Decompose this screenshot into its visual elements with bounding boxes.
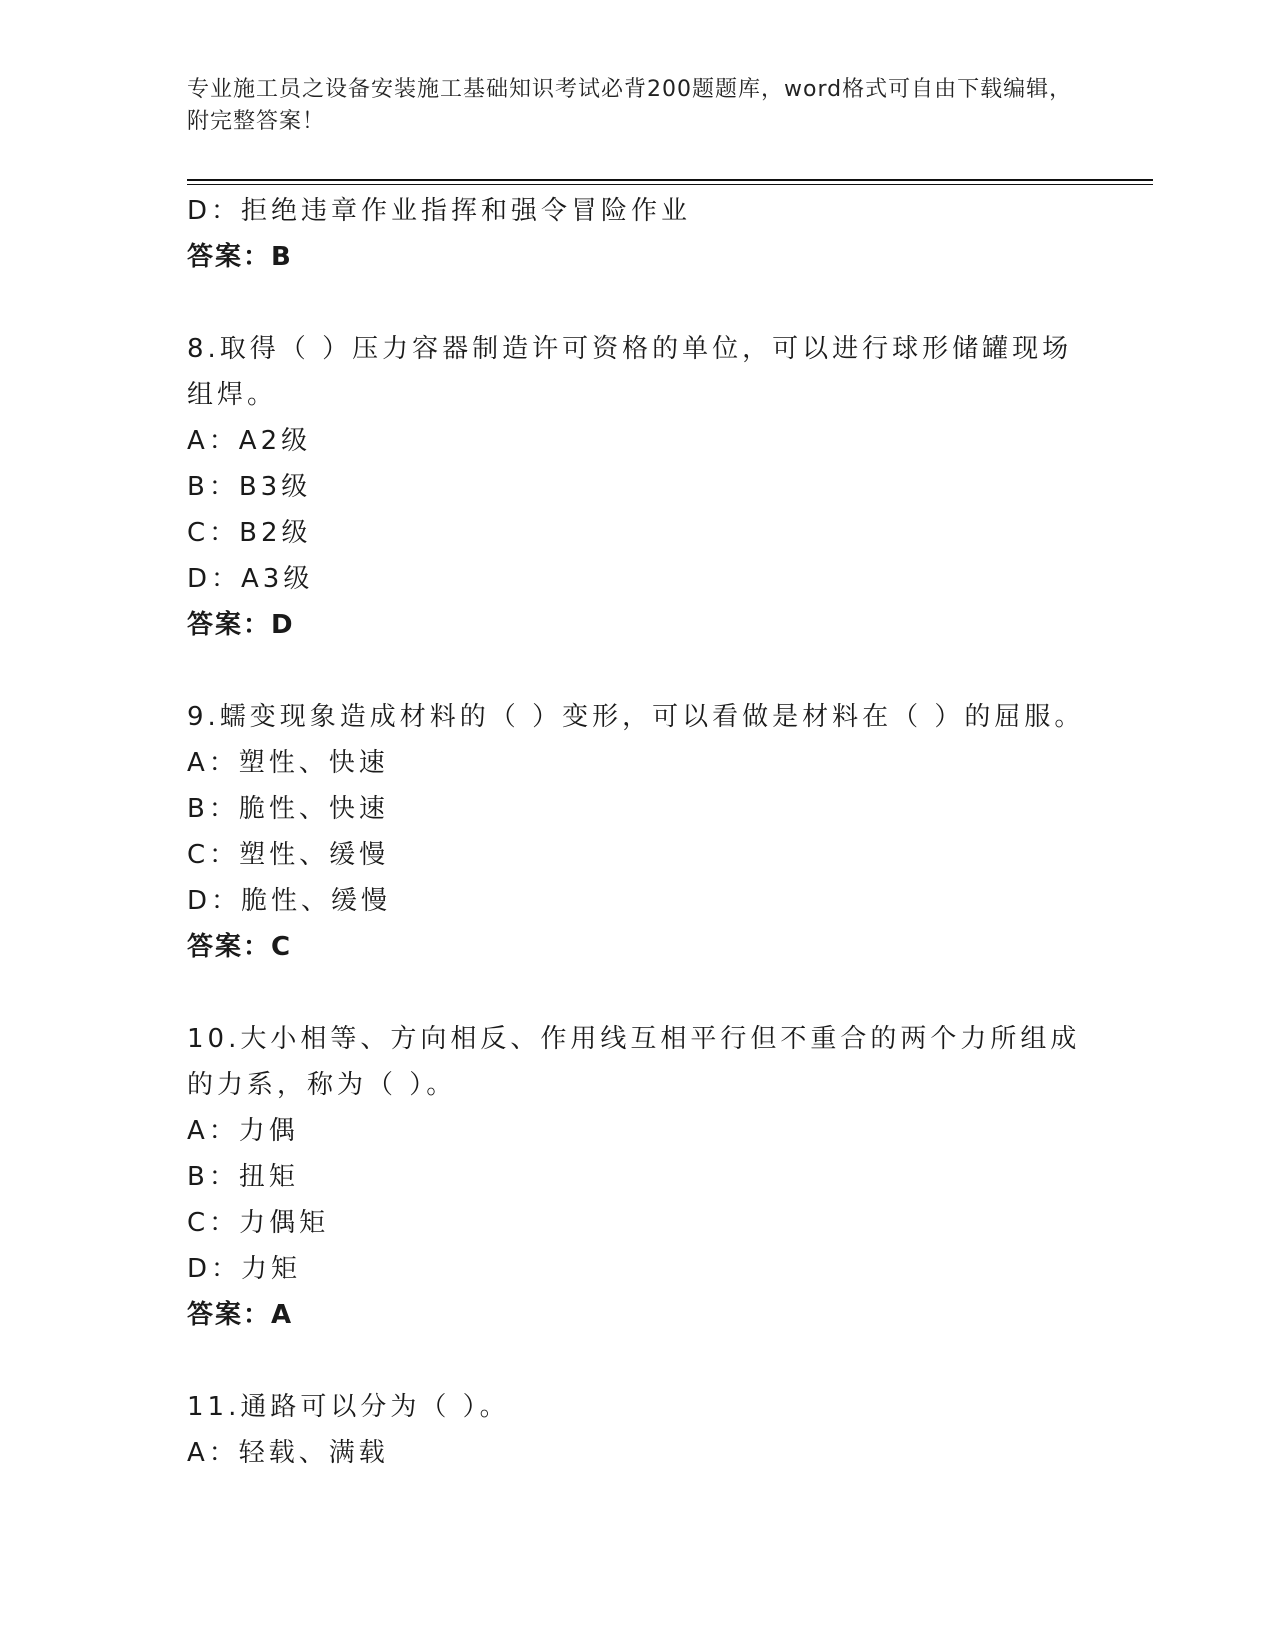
question-stem: 9.蠕变现象造成材料的（ ）变形，可以看做是材料在（ ）的屈服。 (187, 702, 1085, 732)
answer: 答案：C (187, 932, 293, 962)
answer: 答案：D (187, 610, 295, 640)
question-stem: 11.通路可以分为（ ）。 (187, 1392, 510, 1422)
question-11 (187, 1384, 1087, 1476)
option-b: B：B3级 (187, 472, 312, 502)
question-stem: 10.大小相等、方向相反、作用线互相平行但不重合的两个力所组成的力系，称为（ ）。 (187, 1024, 1081, 1100)
option-c: C：力偶矩 (187, 1208, 330, 1238)
question-stem: 8.取得（ ）压力容器制造许可资格的单位，可以进行球形储罐现场组焊。 (187, 334, 1073, 410)
option-b: B：脆性、快速 (187, 794, 389, 824)
answer: 答案：A (187, 1300, 294, 1330)
option-a: A：轻载、满载 (187, 1438, 389, 1468)
option-c: C：B2级 (187, 518, 312, 548)
option-a: A：力偶 (187, 1116, 299, 1146)
prev-question-answer: 答案：B (187, 242, 293, 272)
option-c: C：塑性、缓慢 (187, 840, 390, 870)
prev-question-option-d: D：拒绝违章作业指挥和强令冒险作业 (187, 196, 692, 226)
option-d: D：力矩 (187, 1254, 302, 1284)
option-b: B：扭矩 (187, 1162, 299, 1192)
question-10 (187, 1016, 1087, 1338)
option-a: A：A2级 (187, 426, 312, 456)
header-rule-thin (187, 184, 1153, 185)
document-body (187, 188, 1087, 1476)
header-rule-thick (187, 179, 1153, 181)
question-9 (187, 694, 1087, 970)
option-d: D：脆性、缓慢 (187, 886, 392, 916)
option-a: A：塑性、快速 (187, 748, 389, 778)
option-d: D：A3级 (187, 564, 314, 594)
question-8 (187, 326, 1087, 648)
document-header: 专业施工员之设备安装施工基础知识考试必背200题题库，word格式可自由下载编辑，附完整答案！ (187, 77, 1073, 134)
